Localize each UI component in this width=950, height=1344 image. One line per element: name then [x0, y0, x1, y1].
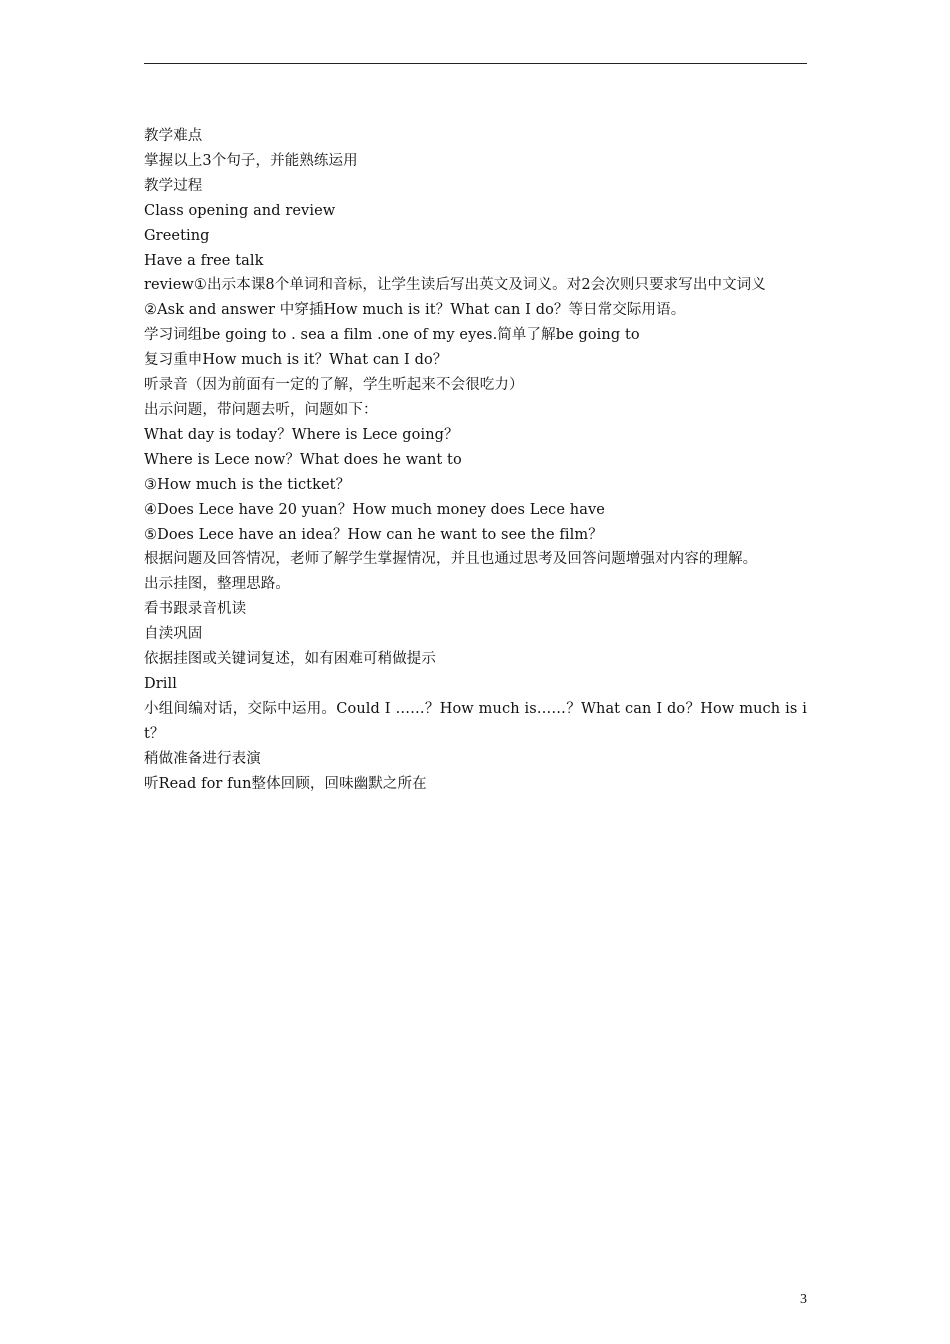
text-line: 掌握以上3个句子，并能熟练运用	[144, 152, 358, 169]
text-line: 复习重申How much is it？What can I do？	[144, 352, 448, 369]
text-line: Have a free talk	[144, 252, 264, 269]
text-paragraph: 根据问题及回答情况，老师了解学生掌握情况，并且也通过思考及回答问题增强对内容的理解。	[144, 551, 758, 568]
text-line: 听Read for fun整体回顾，回味幽默之所在	[144, 775, 427, 792]
document-body	[144, 124, 807, 796]
question-line: Where is Lece now？What does he want to	[144, 451, 462, 468]
text-line: 自渎巩固	[144, 626, 203, 643]
heading-teaching-process: 教学过程	[144, 177, 203, 194]
text-line: Greeting	[144, 227, 210, 244]
question-line: ④Does Lece have 20 yuan？How much money does Lece have	[144, 501, 605, 518]
text-paragraph: 小组间编对话，交际中运用。Could I ……？How much is……？What can I do？How much is it？	[144, 700, 807, 742]
text-line: Class opening and review	[144, 202, 336, 219]
text-line: Drill	[144, 675, 177, 692]
text-line: 依据挂图或关键词复述，如有困难可稍做提示	[144, 651, 436, 668]
text-line: 出示问题，带问题去听，问题如下：	[144, 401, 378, 418]
heading-teaching-difficulty: 教学难点	[144, 128, 203, 144]
question-line: What day is today？Where is Lece going？	[144, 426, 459, 443]
text-line: 看书跟录音机读	[144, 601, 247, 618]
text-line: 出示挂图，整理思路。	[144, 576, 290, 593]
text-line: 稍做准备进行表演	[144, 750, 261, 767]
text-paragraph: review①出示本课8个单词和音标，让学生读后写出英文及词义。对2会次则只要求写出中文词义	[144, 277, 766, 294]
text-line: 听录音（因为前面有一定的了解，学生听起来不会很吃力）	[144, 377, 524, 394]
text-line: ②Ask and answer 中穿插How much is it？What can I do？等日常交际用语。	[144, 302, 686, 319]
header-rule	[144, 63, 807, 64]
text-line: 学习词组be going to . sea a film .one of my eyes.简单了解be going to	[144, 327, 640, 344]
question-line: ③How much is the tictket？	[144, 476, 351, 493]
question-line: ⑤Does Lece have an idea？How can he want to see the film？	[144, 526, 603, 543]
page-number: 3	[800, 1292, 807, 1307]
